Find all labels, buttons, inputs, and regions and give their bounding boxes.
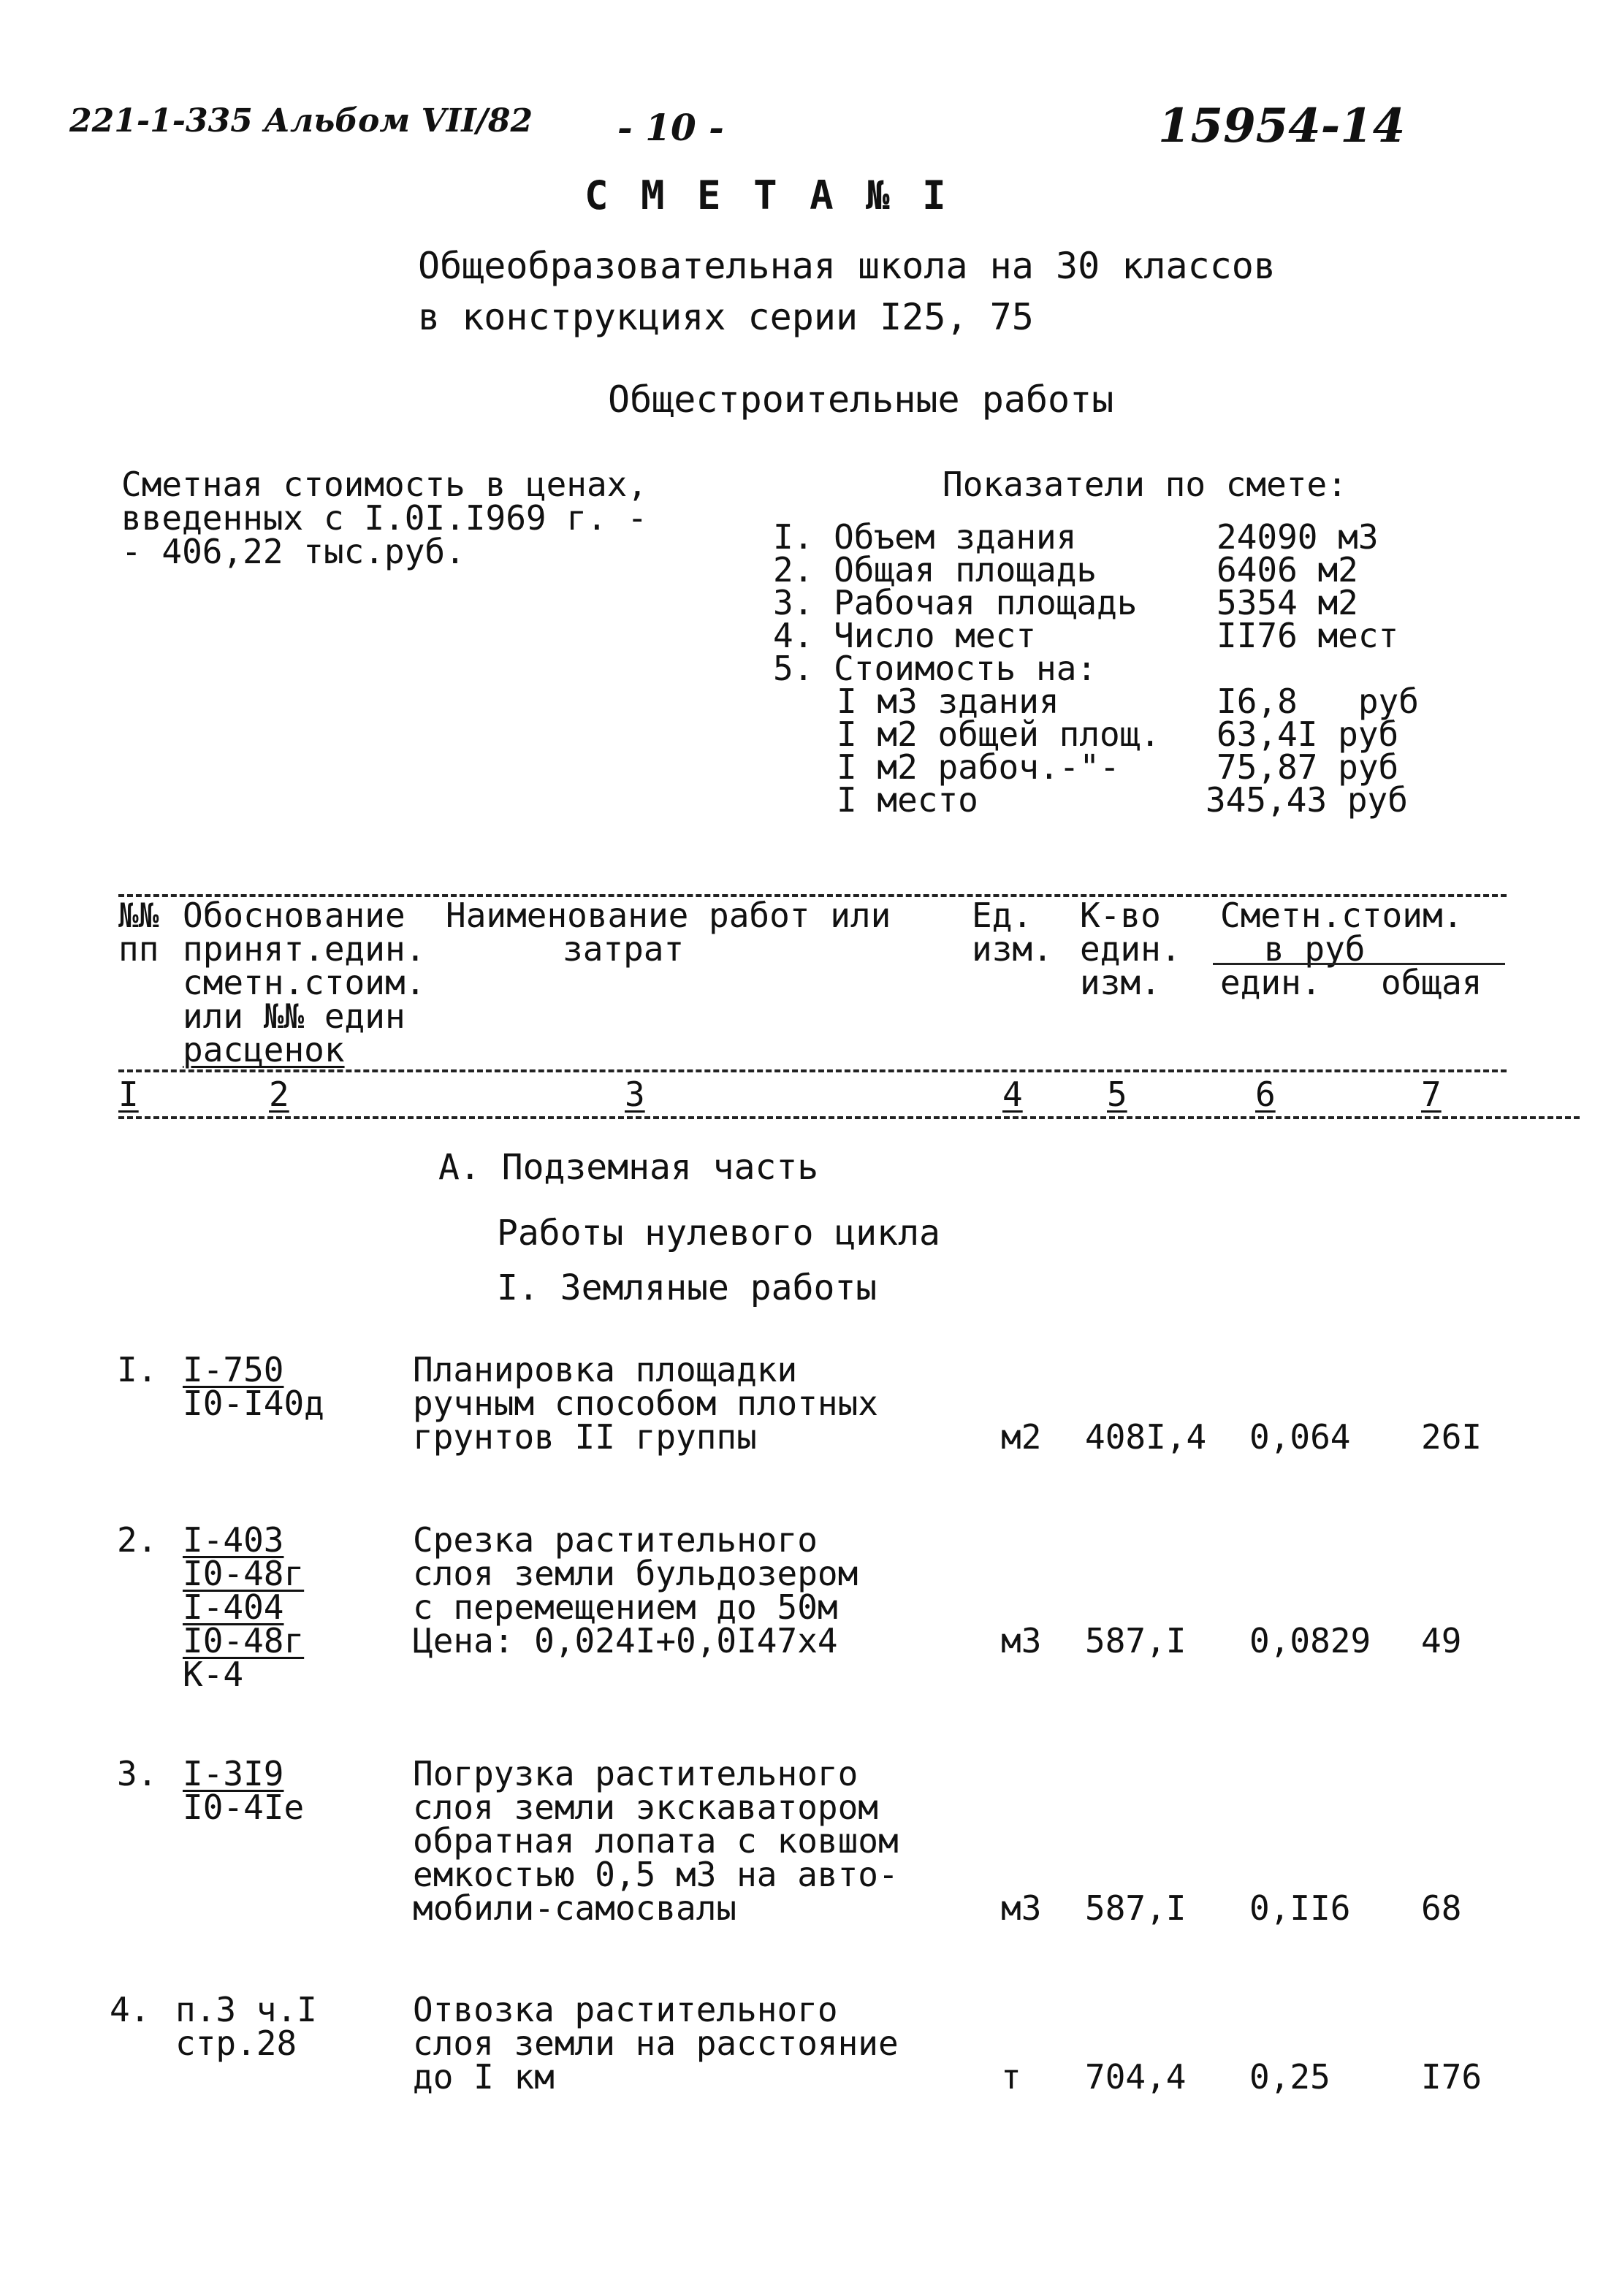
header-col6-line3: един.	[1220, 963, 1322, 1002]
part-heading: А. Подземная часть	[438, 1147, 819, 1188]
cost-line-2: введенных с I.0I.I969 г. -	[121, 498, 648, 538]
row-unit-price: 0,064	[1249, 1417, 1351, 1457]
row-description: Срезка растительного	[413, 1520, 818, 1560]
row-number: 2.	[117, 1520, 158, 1560]
indicator-label: 4. Число мест	[773, 616, 1037, 655]
row-description: с перемещением до 50м	[413, 1587, 838, 1627]
indicator-value: 63,4I руб	[1216, 714, 1399, 754]
group-heading: I. Земляные работы	[497, 1267, 877, 1308]
header-col5-line3: изм.	[1080, 963, 1161, 1002]
archive-code: 221-1-335 Альбом VII/82	[69, 102, 533, 140]
row-ref: К-4	[183, 1655, 244, 1694]
row-description: Отвозка растительного	[413, 1990, 838, 2029]
row-ref: п.3 ч.I	[175, 1990, 317, 2029]
colnum-5: 5	[1107, 1075, 1127, 1114]
row-description: грунтов II группы	[413, 1417, 757, 1457]
indicator-value: 6406 м2	[1216, 550, 1358, 590]
indicator-label: 2. Общая площадь	[773, 550, 1097, 590]
page-number: - 10 -	[617, 106, 724, 149]
colnum-1: I	[118, 1075, 139, 1114]
row-quantity: 704,4	[1085, 2057, 1187, 2097]
row-total: I76	[1421, 2057, 1482, 2097]
indicator-label: I. Объем здания	[773, 517, 1077, 557]
indicator-value: II76 мест	[1216, 616, 1399, 655]
colnum-4: 4	[1002, 1075, 1023, 1114]
row-description: Погрузка растительного	[413, 1754, 858, 1793]
row-unit: м3	[1001, 1621, 1042, 1660]
colnum-2: 2	[269, 1075, 289, 1114]
cycle-heading: Работы нулевого цикла	[497, 1213, 940, 1254]
row-number: 4.	[110, 1990, 151, 2029]
cost-line-3: - 406,22 тыс.руб.	[121, 532, 465, 571]
header-col2-line2: принят.един.	[183, 929, 426, 969]
document-number: 15954-14	[1158, 99, 1406, 153]
row-ref: I-404	[183, 1587, 284, 1627]
subtitle-line-2: в конструкциях серии I25, 75	[418, 296, 1034, 338]
row-quantity: 587,I	[1085, 1621, 1187, 1660]
header-col6-line1: Сметн.стоим.	[1220, 896, 1463, 935]
row-description: слоя земли на расстояние	[413, 2024, 899, 2063]
header-col5-line1: К-во	[1080, 896, 1161, 935]
colnum-3: 3	[625, 1075, 645, 1114]
row-ref: I0-48г	[183, 1554, 305, 1593]
row-quantity: 408I,4	[1085, 1417, 1207, 1457]
row-description: Планировка площадки	[413, 1350, 798, 1389]
row-unit: т	[1001, 2057, 1021, 2097]
header-col2-line3: сметн.стоим.	[183, 963, 426, 1002]
row-unit-price: 0,II6	[1249, 1888, 1351, 1928]
row-total: 26I	[1421, 1417, 1482, 1457]
indicator-label: I место	[837, 780, 978, 820]
subtitle-line-1: Общеобразовательная школа на 30 классов	[418, 245, 1276, 287]
header-col2-line5: расценок	[183, 1030, 345, 1069]
row-description: ручным способом плотных	[413, 1384, 878, 1423]
row-total: 68	[1421, 1888, 1462, 1928]
row-description: емкостью 0,5 м3 на авто-	[413, 1855, 899, 1894]
header-col5-line2: един.	[1080, 929, 1181, 969]
row-description: до I км	[413, 2057, 555, 2097]
indicator-value: 5354 м2	[1216, 583, 1358, 622]
header-col2-line1: Обоснование	[183, 896, 406, 935]
indicator-label: 5. Стоимость на:	[773, 649, 1097, 688]
indicator-value: 75,87 руб	[1216, 747, 1399, 787]
header-col6-line2: в руб	[1264, 929, 1366, 969]
row-number: I.	[117, 1350, 158, 1389]
row-ref: I0-4Iе	[183, 1788, 305, 1827]
indicator-value: 345,43 руб	[1206, 780, 1408, 820]
row-ref: I-403	[183, 1520, 284, 1560]
row-ref: I-3I9	[183, 1754, 284, 1793]
row-number: 3.	[117, 1754, 158, 1793]
colnum-7: 7	[1421, 1075, 1442, 1114]
row-unit: м3	[1001, 1888, 1042, 1928]
indicators-heading: Показатели по смете:	[943, 465, 1347, 504]
header-col3-line2: затрат	[563, 929, 685, 969]
row-description: слоя земли бульдозером	[413, 1554, 858, 1593]
header-col1-line1: №№	[118, 896, 159, 935]
row-ref: I-750	[183, 1350, 284, 1389]
indicator-value: I6,8 руб	[1216, 682, 1419, 721]
page-title: С М Е Т А № I	[585, 172, 951, 218]
row-unit-price: 0,25	[1249, 2057, 1330, 2097]
row-ref: I0-48г	[183, 1621, 305, 1660]
indicator-label: I м2 общей площ.	[837, 714, 1161, 754]
section-title: Общестроительные работы	[608, 378, 1114, 421]
header-col7-line3: общая	[1381, 963, 1482, 1002]
header-col2-line4: или №№ един	[183, 996, 406, 1036]
row-description: Цена: 0,024I+0,0I47x4	[413, 1621, 838, 1660]
row-description: слоя земли экскаватором	[413, 1788, 878, 1827]
header-col4-line2: изм.	[972, 929, 1053, 969]
indicator-label: 3. Рабочая площадь	[773, 583, 1138, 622]
indicator-label: I м2 рабоч.-"-	[837, 747, 1120, 787]
row-total: 49	[1421, 1621, 1462, 1660]
header-col1-line2: пп	[118, 929, 159, 969]
row-ref: I0-I40д	[183, 1384, 324, 1423]
indicator-label: I м3 здания	[837, 682, 1059, 721]
header-col3-line1: Наименование работ или	[446, 896, 891, 935]
row-unit-price: 0,0829	[1249, 1621, 1371, 1660]
cost-line-1: Сметная стоимость в ценах,	[121, 465, 648, 504]
row-description: обратная лопата с ковшом	[413, 1821, 899, 1861]
colnum-6: 6	[1255, 1075, 1276, 1114]
row-unit: м2	[1001, 1417, 1042, 1457]
row-description: мобили-самосвалы	[413, 1888, 737, 1928]
header-col4-line1: Ед.	[972, 896, 1033, 935]
row-quantity: 587,I	[1085, 1888, 1187, 1928]
row-ref: стр.28	[175, 2024, 297, 2063]
indicator-value: 24090 м3	[1216, 517, 1379, 557]
